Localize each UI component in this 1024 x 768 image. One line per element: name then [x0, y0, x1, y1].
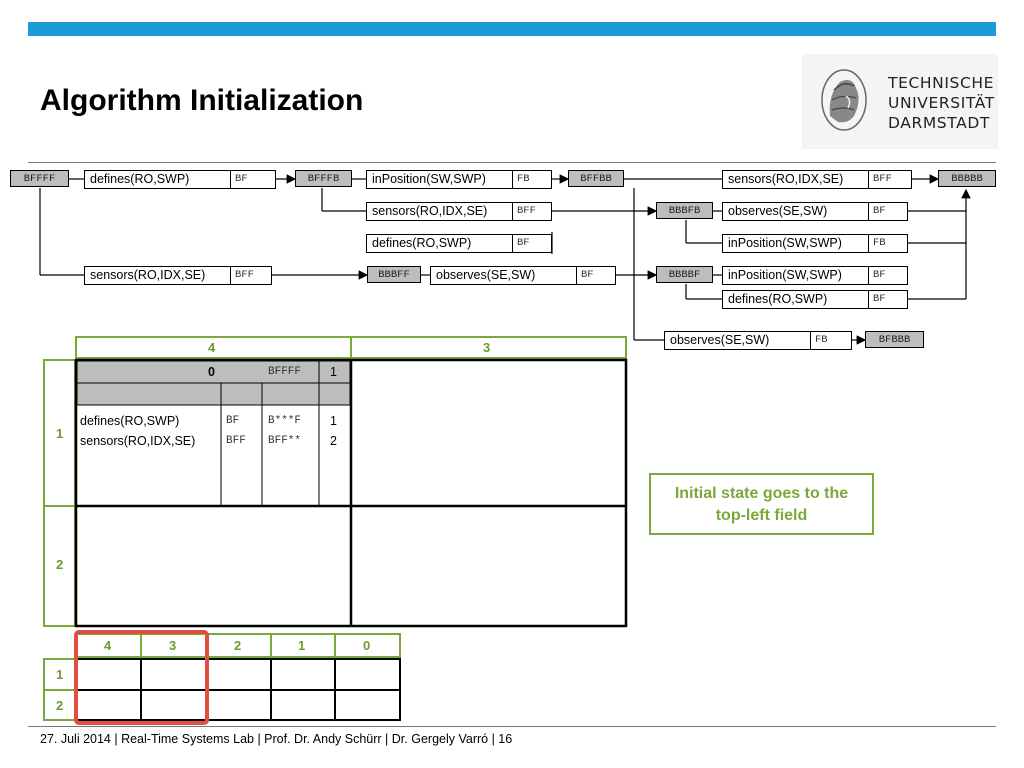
- pattern-defines: defines(RO,SWP) BF: [722, 290, 908, 309]
- big-row-header-2: 2: [56, 557, 64, 572]
- big-col-header-4: 4: [208, 340, 216, 355]
- pattern-defines: defines(RO,SWP) BF: [366, 234, 552, 253]
- small-col-header-0: 0: [363, 638, 371, 653]
- cell-row-count: 1: [330, 414, 337, 428]
- small-col-header-1: 1: [298, 638, 306, 653]
- note-line-1: Initial state goes to the: [674, 485, 849, 502]
- pattern-inposition: inPosition(SW,SWP) BF: [722, 266, 908, 285]
- pattern-defines: defines(RO,SWP) BF: [84, 170, 276, 189]
- state-bbbff: BBBFF: [367, 266, 421, 283]
- small-row-header-1: 1: [56, 667, 64, 682]
- footer-divider: [28, 726, 996, 727]
- logo-line-3: DARMSTADT: [888, 114, 990, 132]
- pattern-sensors: sensors(RO,IDX,SE) BFF: [366, 202, 552, 221]
- state-bfffb: BFFFB: [295, 170, 352, 187]
- pattern-observes: observes(SE,SW) FB: [664, 331, 852, 350]
- state-bbbbb: BBBBB: [938, 170, 996, 187]
- state-bffbb: BFFBB: [568, 170, 624, 187]
- state-bfbbb: BFBBB: [865, 331, 924, 348]
- logo-line-1: TECHNISCHE: [888, 74, 995, 92]
- cell-header-state: BFFFF: [268, 366, 302, 378]
- cell-row-pattern: BFF**: [268, 435, 302, 447]
- cell-row-pattern: B***F: [268, 415, 302, 427]
- pattern-inposition: inPosition(SW,SWP) FB: [722, 234, 908, 253]
- cell-row-count: 2: [330, 434, 337, 448]
- cell-row-name: sensors(RO,IDX,SE): [80, 434, 196, 448]
- logo-line-2: UNIVERSITÄT: [888, 94, 995, 112]
- cell-row-ad: BFF: [226, 435, 246, 447]
- note-line-2: top-left field: [715, 507, 808, 524]
- cell-row-ad: BF: [226, 415, 240, 427]
- pattern-inposition: inPosition(SW,SWP) FB: [366, 170, 552, 189]
- pattern-observes: observes(SE,SW) BF: [430, 266, 616, 285]
- state-bbbfb: BBBFB: [656, 202, 713, 219]
- slide-footer: 27. Juli 2014 | Real-Time Systems Lab | Prof. Dr. Andy Schürr | Dr. Gergely Varró | 16: [40, 732, 513, 746]
- small-col-header-2: 2: [234, 638, 242, 653]
- big-row-header-1: 1: [56, 426, 64, 441]
- cell-header-num: 0: [208, 365, 215, 379]
- state-bbbbf: BBBBF: [656, 266, 713, 283]
- small-row-header-2: 2: [56, 698, 64, 713]
- small-col-header-4: 4: [104, 638, 112, 653]
- pattern-sensors: sensors(RO,IDX,SE) BFF: [84, 266, 272, 285]
- small-col-header-3: 3: [169, 638, 177, 653]
- cell-header-count: 1: [330, 365, 337, 379]
- slide-title: Algorithm Initialization: [40, 84, 364, 117]
- pattern-sensors: sensors(RO,IDX,SE) BFF: [722, 170, 912, 189]
- cell-row-name: defines(RO,SWP): [80, 414, 180, 428]
- pattern-observes: observes(SE,SW) BF: [722, 202, 908, 221]
- big-col-header-3: 3: [483, 340, 491, 355]
- state-bffff: BFFFF: [10, 170, 69, 187]
